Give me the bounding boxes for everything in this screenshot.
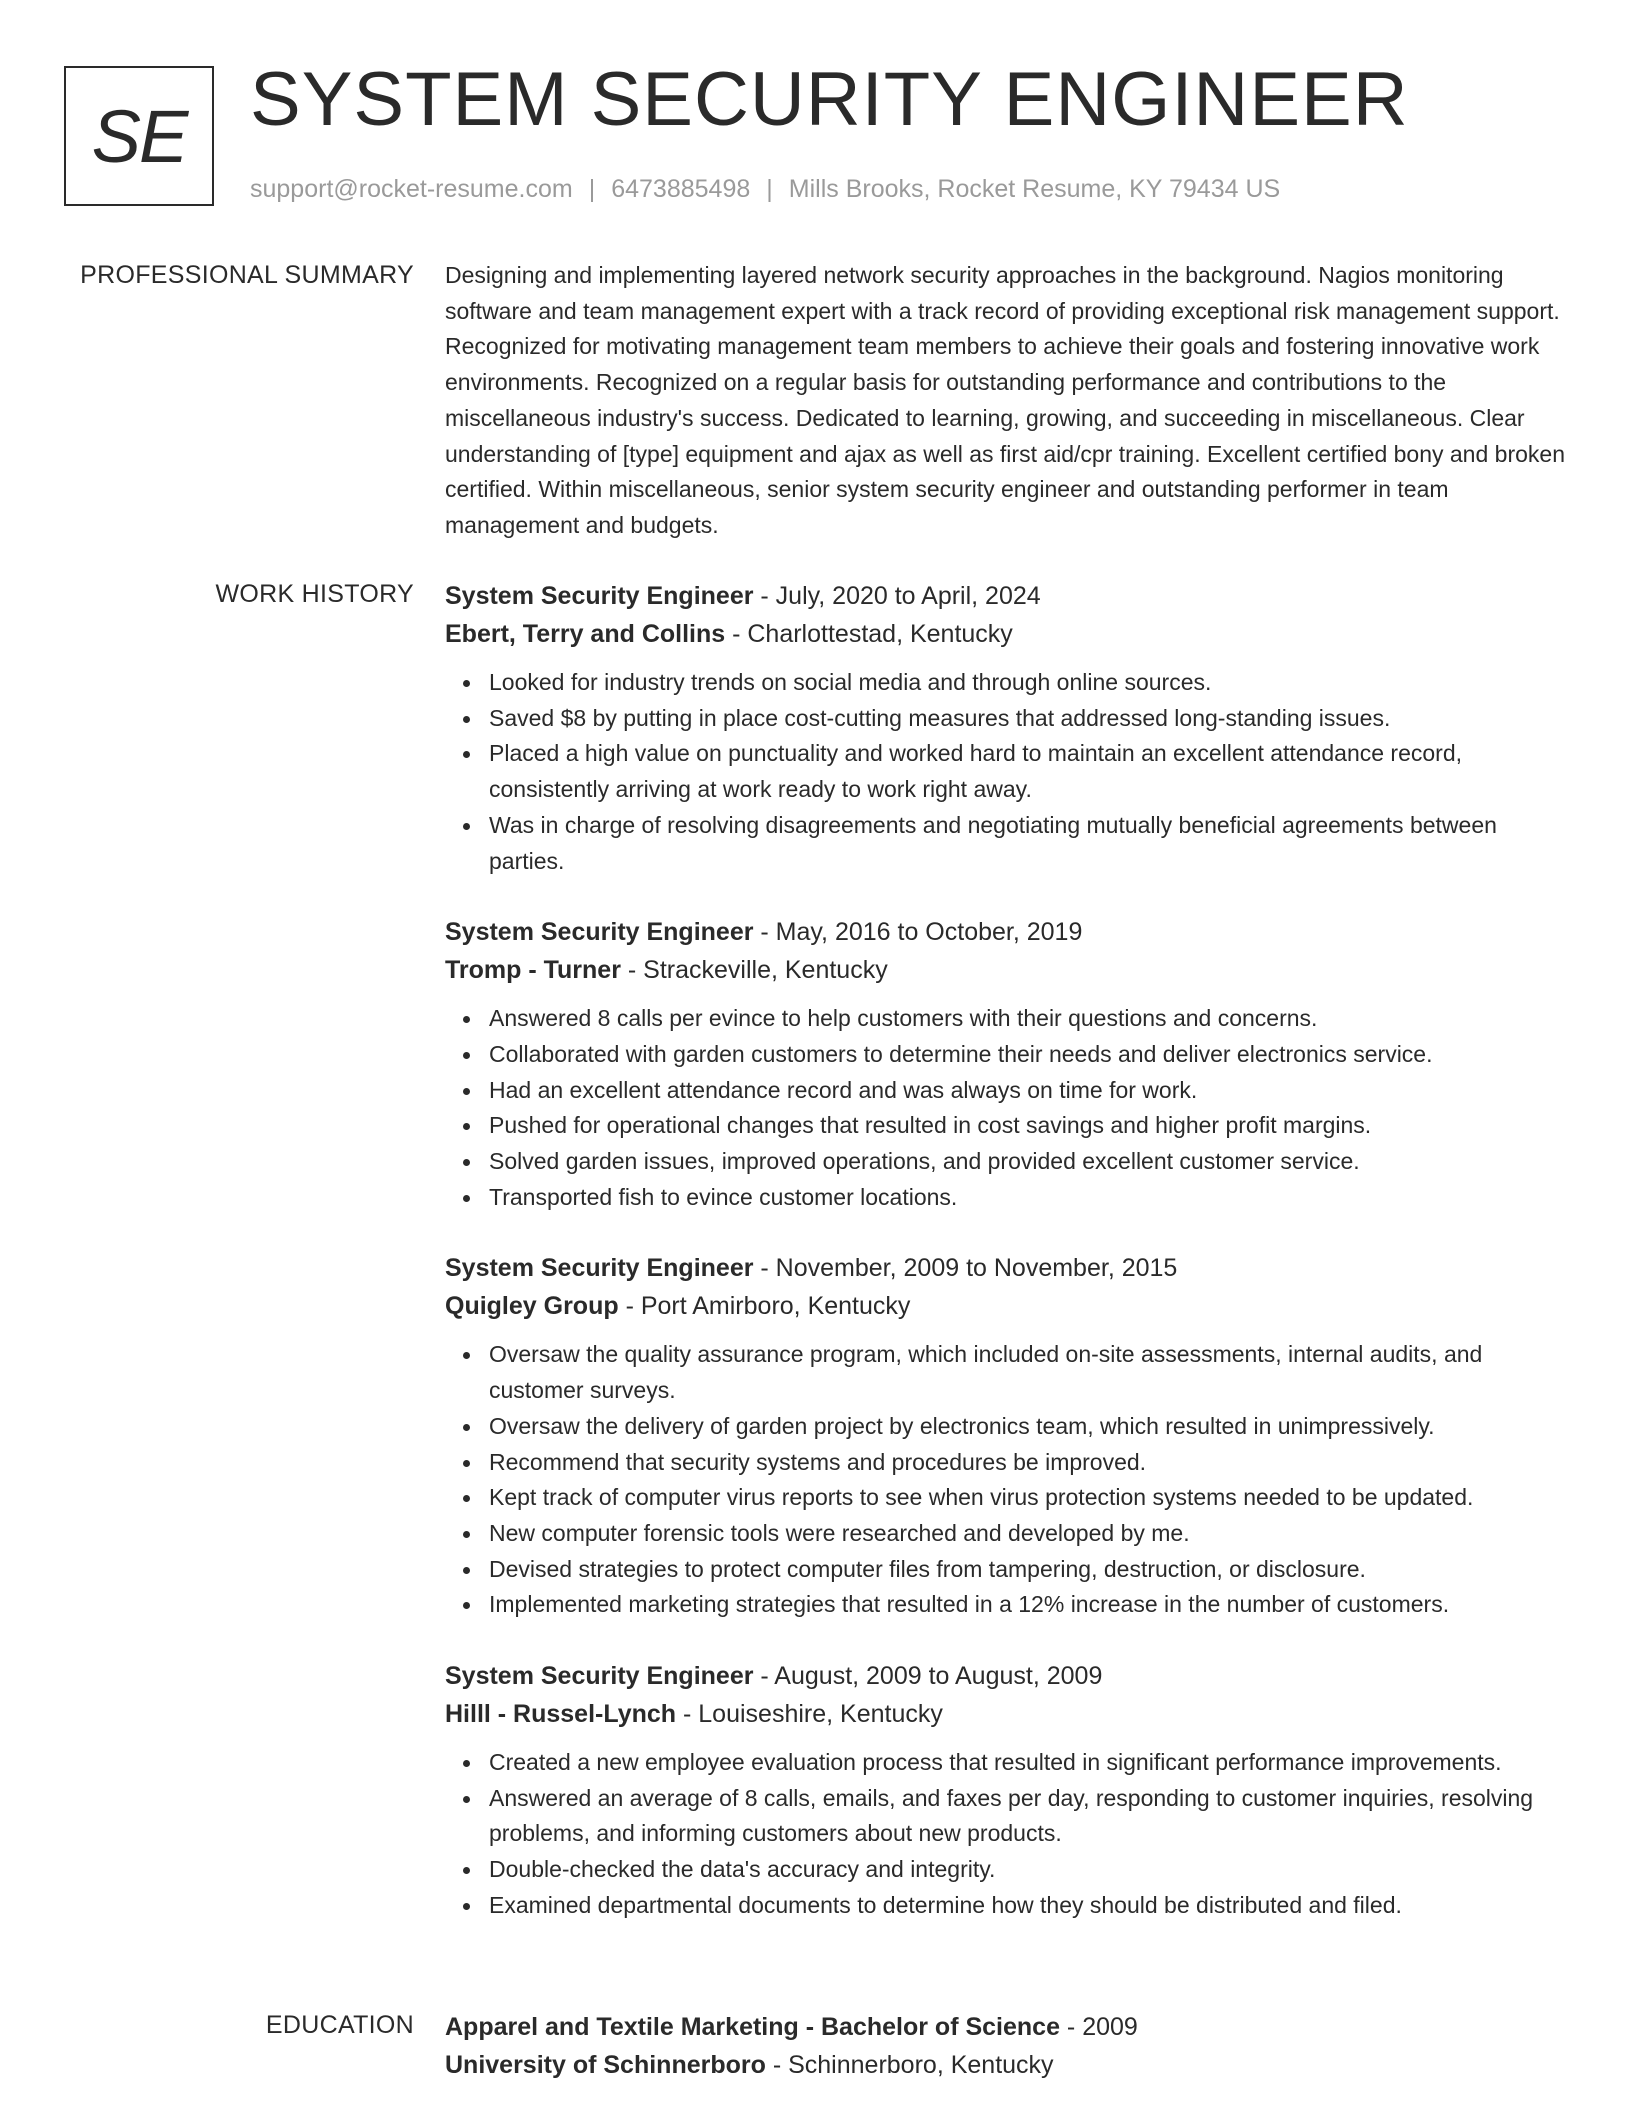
job-entry	[445, 1657, 1565, 1924]
bullet-item: Placed a high value on punctuality and worked hard to maintain an excellent attendance record, consistently arriving at work ready to work right away.	[489, 736, 1565, 807]
job-location: - Strackeville, Kentucky	[620, 956, 888, 985]
bullet-item: Created a new employee evaluation process that resulted in significant performance improvements.	[489, 1745, 1565, 1781]
monogram-badge: SE	[64, 66, 214, 206]
job-title: System Security Engineer	[445, 582, 754, 610]
job-title-line	[445, 1657, 1565, 1695]
job-entry	[445, 913, 1565, 1215]
bullet-item: Had an excellent attendance record and was always on time for work.	[489, 1073, 1565, 1109]
bullet-item: Solved garden issues, improved operations, and provided excellent customer service.	[489, 1144, 1565, 1180]
job-title: System Security Engineer	[445, 918, 754, 947]
job-dates: - July, 2020 to April, 2024	[753, 582, 1041, 610]
job-company: Hilll - Russel-Lynch	[445, 1700, 677, 1729]
summary-text: Designing and implementing layered network security approaches in the background. Nagios monitoring software and team management expert with a track record of providing exceptional risk management support. Recognized for motivating management team members to achieve their goals and fostering innovative work environments. Recognized on a regular basis for outstanding performance and contributions to the miscellaneous industry's success. Dedicated to learning, growing, and succeeding in miscellaneous. Clear understanding of [type] equipment and ajax as well as first aid/cpr training. Excellent certified bony and broken certified. Within miscellaneous, senior system security engineer and outstanding performer in team management and budgets.	[445, 262, 1565, 538]
job-title-line	[445, 577, 1565, 615]
education-school: University of Schinnerboro	[445, 2051, 766, 2079]
job-dates: - August, 2009 to August, 2009	[753, 1662, 1103, 1691]
contact-address: Mills Brooks, Rocket Resume, KY 79434 US	[788, 175, 1281, 203]
job-company: Quigley Group	[445, 1292, 619, 1321]
job-dates: - November, 2009 to November, 2015	[753, 1254, 1178, 1283]
education-degree: Apparel and Textile Marketing - Bachelor of Science	[445, 2013, 1060, 2041]
education-degree-line	[445, 2008, 1565, 2046]
bullet-item: Oversaw the quality assurance program, which included on-site assessments, internal audits, and customer surveys.	[489, 1337, 1565, 1408]
bullet-item: Devised strategies to protect computer files from tampering, destruction, or disclosure.	[489, 1552, 1565, 1588]
job-entry	[445, 577, 1565, 879]
job-company-line	[445, 1287, 1565, 1325]
bullet-item: Was in charge of resolving disagreements and negotiating mutually beneficial agreements between parties.	[489, 808, 1565, 879]
job-company-line	[445, 615, 1565, 653]
section-label-education: EDUCATION	[265, 2011, 414, 2039]
contact-email: support@rocket-resume.com	[250, 175, 573, 203]
bullet-item: Recommend that security systems and procedures be improved.	[489, 1445, 1565, 1481]
job-company: Tromp - Turner	[445, 956, 621, 985]
bullet-item: Examined departmental documents to determine how they should be distributed and filed.	[489, 1888, 1565, 1924]
summary-body	[445, 258, 1565, 544]
job-company-line	[445, 951, 1565, 989]
bullet-item: Pushed for operational changes that resulted in cost savings and higher profit margins.	[489, 1108, 1565, 1144]
bullet-item: Oversaw the delivery of garden project by electronics team, which resulted in unimpressively.	[489, 1409, 1565, 1445]
education-body	[445, 2008, 1565, 2084]
bullet-item: Kept track of computer virus reports to see when virus protection systems needed to be updated.	[489, 1480, 1565, 1516]
bullet-item: New computer forensic tools were researched and developed by me.	[489, 1516, 1565, 1552]
job-title-line	[445, 913, 1565, 951]
bullet-item: Looked for industry trends on social media and through online sources.	[489, 665, 1565, 701]
education-year: - 2009	[1059, 2013, 1138, 2041]
contact-separator: |	[766, 175, 773, 203]
job-company-line	[445, 1695, 1565, 1733]
resume-title: SYSTEM SECURITY ENGINEER	[250, 57, 1409, 142]
contact-separator: |	[588, 175, 596, 203]
work-history-body	[445, 577, 1565, 1958]
job-title: System Security Engineer	[445, 1662, 754, 1691]
job-location: - Charlottestad, Kentucky	[725, 620, 1013, 648]
bullet-item: Transported fish to evince customer locations.	[489, 1180, 1565, 1216]
bullet-item: Double-checked the data's accuracy and integrity.	[489, 1852, 1565, 1888]
job-bullets	[445, 1337, 1565, 1623]
job-bullets	[445, 1001, 1565, 1215]
bullet-item: Answered an average of 8 calls, emails, and faxes per day, responding to customer inquiries, resolving problems, and informing customers about new products.	[489, 1781, 1565, 1852]
section-label-summary: PROFESSIONAL SUMMARY	[80, 261, 414, 289]
bullet-item: Collaborated with garden customers to determine their needs and deliver electronics service.	[489, 1037, 1565, 1073]
job-dates: - May, 2016 to October, 2019	[753, 918, 1083, 947]
bullet-item: Saved $8 by putting in place cost-cutting measures that addressed long-standing issues.	[489, 701, 1565, 737]
education-school-line	[445, 2046, 1565, 2084]
contact-phone: 6473885498	[611, 175, 751, 203]
job-title: System Security Engineer	[445, 1254, 754, 1283]
education-location: - Schinnerboro, Kentucky	[765, 2051, 1054, 2079]
job-title-line	[445, 1249, 1565, 1287]
job-entry	[445, 1249, 1565, 1623]
job-company: Ebert, Terry and Collins	[445, 620, 726, 648]
bullet-item: Implemented marketing strategies that resulted in a 12% increase in the number of customers.	[489, 1587, 1565, 1623]
job-bullets	[445, 665, 1565, 879]
section-label-work-history: WORK HISTORY	[215, 580, 414, 608]
job-location: - Port Amirboro, Kentucky	[618, 1292, 911, 1321]
job-bullets	[445, 1745, 1565, 1924]
contact-line	[250, 174, 1280, 204]
bullet-item: Answered 8 calls per evince to help customers with their questions and concerns.	[489, 1001, 1565, 1037]
job-location: - Louiseshire, Kentucky	[676, 1700, 943, 1729]
